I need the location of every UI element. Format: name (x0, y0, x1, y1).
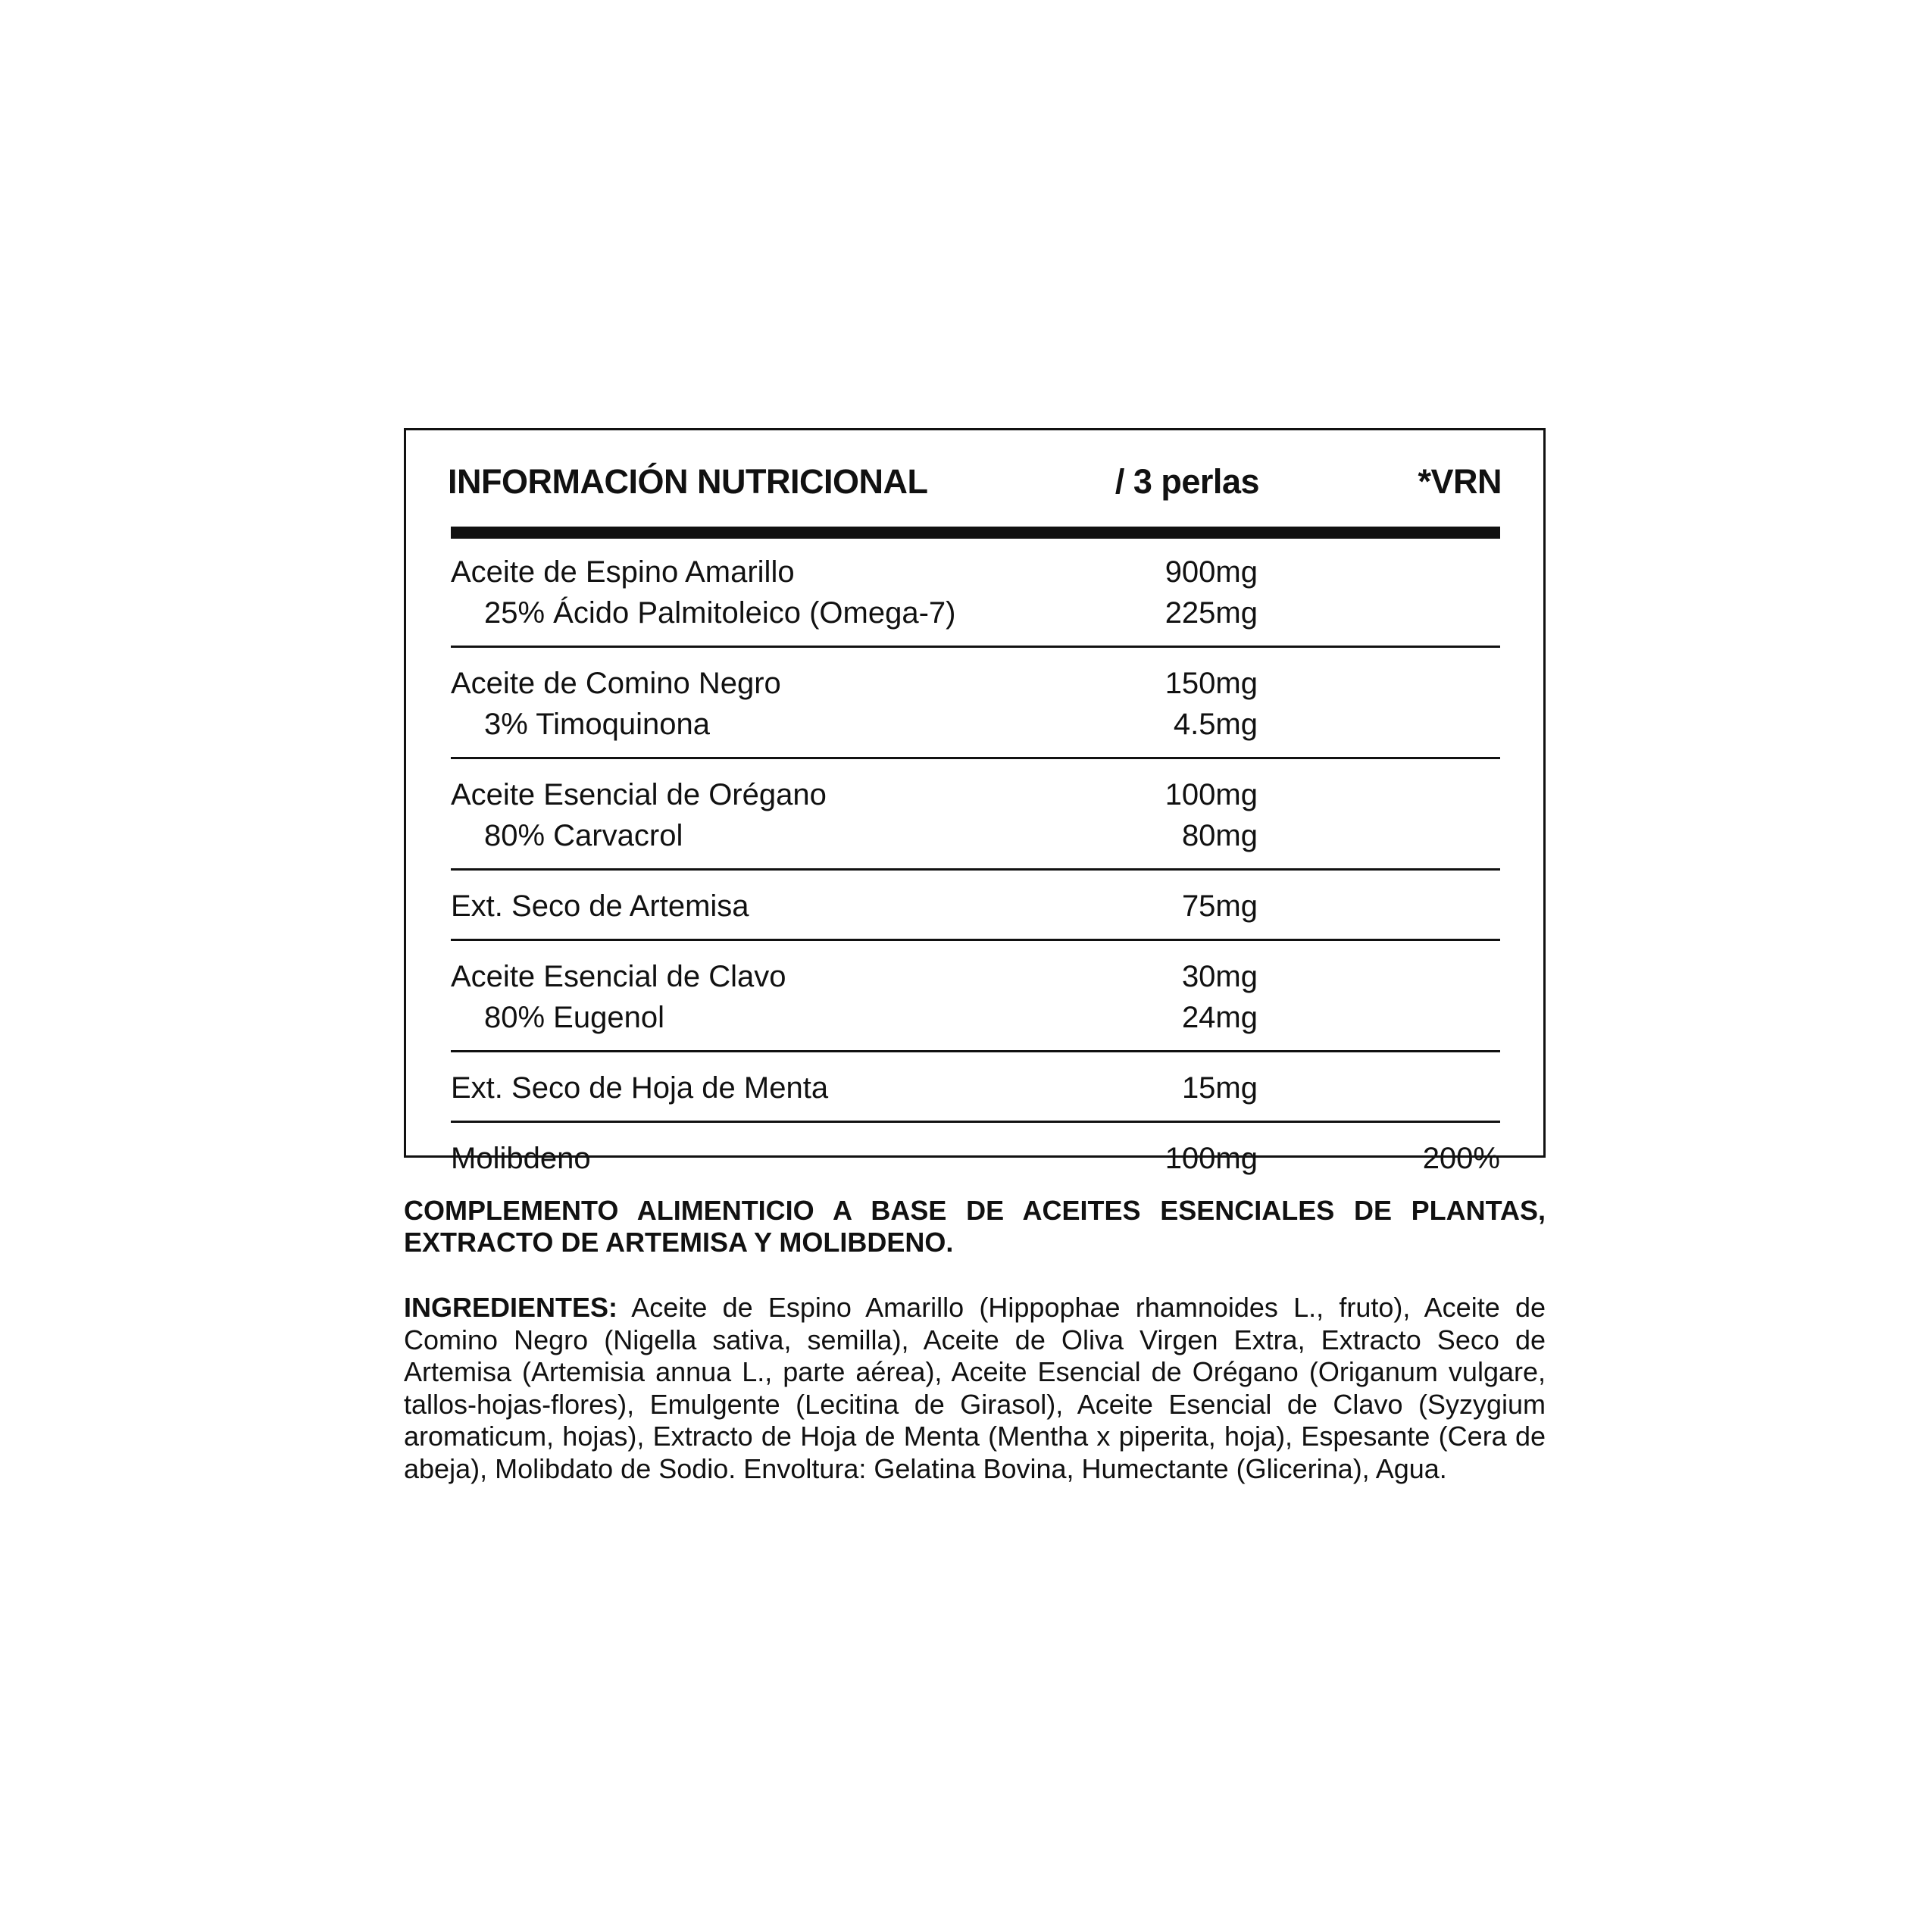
table-row-group (451, 941, 1500, 1052)
table-row-group (451, 648, 1500, 759)
nutrient-vrn: 200% (1422, 1142, 1500, 1175)
product-description: COMPLEMENTO ALIMENTICIO A BASE DE ACEITES ESENCIALES DE PLANTAS, EXTRACTO DE ARTEMISA Y MOLIBDENO. (404, 1195, 1546, 1258)
ingredients-text: Aceite de Espino Amarillo (Hippophae rhamnoides L., fruto), Aceite de Comino Negro (Nigella sativa, semilla), Aceite de Oliva Virgen Extra, Extracto Seco de Artemisa (Artemisia annua L., parte aérea), Aceite Esencial de Orégano (Origanum vulgare, tallos-hojas-flores), Emulgente (Lecitina de Girasol), Aceite Esencial de Clavo (Syzygium aromaticum, hojas), Extracto de Hoja de Menta (Mentha x piperita, hoja), Espesante (Cera de abeja), Molibdato de Sodio. Envoltura: Gelatina Bovina, Humectante (Glicerina), Agua. (404, 1292, 1546, 1484)
table-subrow (451, 704, 1500, 745)
table-header (448, 462, 1502, 511)
nutrition-table (404, 428, 1546, 1175)
nutrient-amount: 15mg (1181, 1071, 1258, 1105)
table-subrow (451, 815, 1500, 856)
nutrient-amount: 225mg (1165, 596, 1258, 630)
nutrient-amount: 150mg (1165, 667, 1258, 700)
table-row (451, 886, 1500, 927)
header-divider (451, 527, 1500, 539)
table-row (451, 774, 1500, 815)
table-row-group (451, 552, 1500, 648)
nutrient-name: Aceite Esencial de Clavo (451, 960, 786, 993)
table-row (451, 1138, 1500, 1179)
nutrient-amount: 100mg (1165, 778, 1258, 811)
table-row-group (451, 1052, 1500, 1123)
nutrient-name: 80% Eugenol (484, 1001, 664, 1034)
ingredients-paragraph (404, 1292, 1546, 1485)
table-row (451, 1068, 1500, 1108)
nutrient-amount: 900mg (1165, 555, 1258, 589)
nutrient-amount: 24mg (1181, 1001, 1258, 1034)
table-subrow (451, 592, 1500, 633)
table-title: INFORMACIÓN NUTRICIONAL (448, 462, 928, 501)
nutrient-amount: 75mg (1181, 889, 1258, 923)
table-body (451, 552, 1500, 1191)
nutrient-name: Aceite de Espino Amarillo (451, 555, 795, 589)
table-row-group (451, 1123, 1500, 1191)
nutrient-name: Molibdeno (451, 1142, 591, 1175)
table-row-group (451, 759, 1500, 871)
nutrient-amount: 4.5mg (1173, 708, 1258, 741)
nutrient-name: Aceite Esencial de Orégano (451, 778, 827, 811)
per-serving-header: / 3 perlas (1114, 462, 1259, 501)
vrn-header: *VRN (1418, 462, 1502, 501)
nutrient-name: Ext. Seco de Hoja de Menta (451, 1071, 829, 1105)
ingredients-label: INGREDIENTES: (404, 1292, 618, 1323)
table-subrow (451, 997, 1500, 1038)
nutrient-amount: 30mg (1181, 960, 1258, 993)
nutrient-name: Aceite de Comino Negro (451, 667, 781, 700)
table-row (451, 552, 1500, 592)
nutrient-name: 25% Ácido Palmitoleico (Omega-7) (484, 596, 956, 630)
nutrient-name: 80% Carvacrol (484, 819, 683, 852)
nutrient-name: Ext. Seco de Artemisa (451, 889, 749, 923)
table-row (451, 956, 1500, 997)
table-row-group (451, 871, 1500, 941)
nutrient-amount: 80mg (1181, 819, 1258, 852)
nutrient-amount: 100mg (1165, 1142, 1258, 1175)
nutrient-name: 3% Timoquinona (484, 708, 710, 741)
table-row (451, 663, 1500, 704)
